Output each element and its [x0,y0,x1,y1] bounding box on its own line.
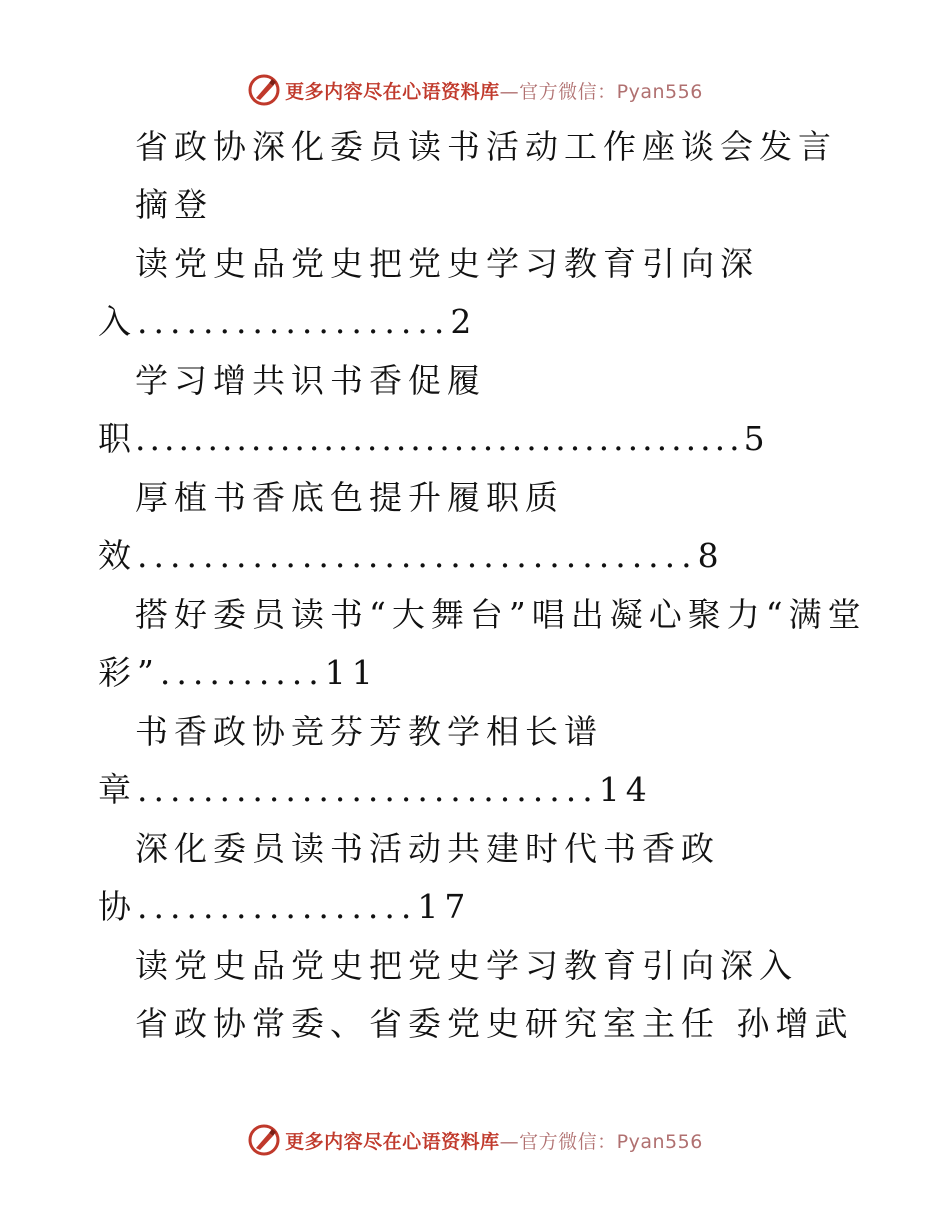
toc-entry-tail: 协 [98,887,137,926]
toc-entry-page: 5 [743,419,769,458]
footer-watermark [0,1120,950,1160]
toc-entry-tail: 章 [98,770,137,809]
toc-entry-tail-line [98,536,725,576]
header-watermark [0,70,950,110]
toc-entry-tail-line [98,887,471,927]
toc-heading-line1: 省政协深化委员读书活动工作座谈会发言 [135,127,837,166]
banner-text: 更多内容尽在心语资料库—官方微信：Pyan556 [285,80,703,103]
toc-entry-dots: .......................................... [135,419,744,458]
toc-entry-title: 厚植书香底色提升履职质 [135,478,564,517]
pen-logo-icon [247,73,281,107]
toc-entry-page: 11 [324,653,379,692]
toc-entry-dots: .................................. [137,536,698,575]
toc-entry-page: 17 [417,887,472,926]
toc-entry-tail-line [98,419,769,459]
pen-logo-icon [247,1123,281,1157]
toc-entry-dots: .......... [159,653,325,692]
toc-entry-dots: ................... [137,302,451,341]
toc-entry-tail: 职 [98,419,135,458]
toc-entry-title: 读党史品党史把党史学习教育引向深 [135,244,759,283]
toc-entry-page: 8 [697,536,725,575]
toc-entry-title: 深化委员读书活动共建时代书香政 [135,829,720,868]
article-author-line: 省政协常委、省委党史研究室主任 孙增武 [135,1004,854,1043]
toc-entry-tail: 入 [98,302,137,341]
toc-entry-title: 学习增共识书香促履 [135,361,486,400]
toc-entry-title: 书香政协竞芬芳教学相长谱 [135,712,603,751]
toc-heading-line2: 摘登 [135,185,213,224]
toc-entry-tail-line [98,770,653,810]
article-title: 读党史品党史把党史学习教育引向深入 [135,946,798,985]
toc-entry-page: 2 [450,302,478,341]
toc-entry-tail: 效 [98,536,137,575]
toc-entry-dots: ................. [137,887,418,926]
toc-entry-tail-line [98,302,477,342]
banner-text: 更多内容尽在心语资料库—官方微信：Pyan556 [285,1130,703,1153]
toc-entry-dots: ............................ [137,770,599,809]
toc-entry-page: 14 [598,770,653,809]
toc-entry-title: 搭好委员读书“大舞台”唱出凝心聚力“满堂 [135,595,867,634]
toc-entry-tail: 彩” [98,653,160,692]
toc-entry-tail-line [98,653,379,693]
